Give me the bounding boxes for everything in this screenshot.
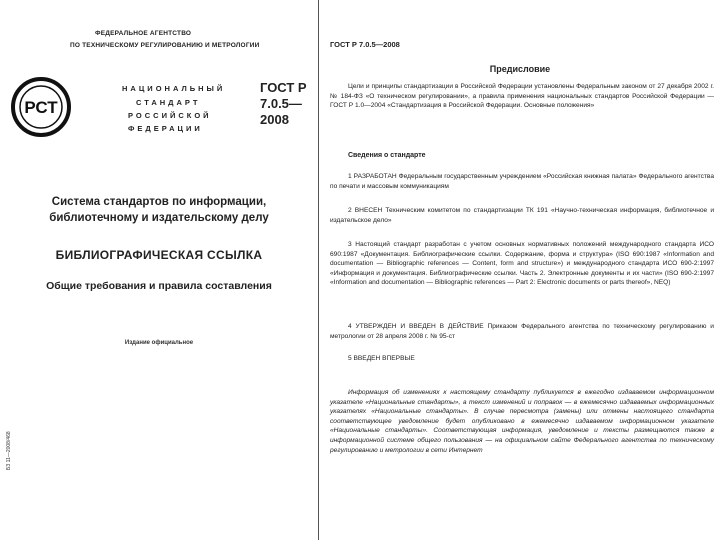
gost-line: 2008: [260, 112, 289, 127]
system-title-line2: библиотечному и издательскому делу: [49, 212, 269, 224]
agency-name-line1: ФЕДЕРАЛЬНОЕ АГЕНТСТВО: [95, 30, 192, 37]
gost-line: 7.0.5—: [260, 96, 302, 111]
gost-designation: [260, 80, 307, 128]
side-code: БЗ 11—2008/468: [6, 431, 12, 470]
gost-line: ГОСТ Р: [260, 80, 307, 95]
info-item-5: 5 ВВЕДЕН ВПЕРВЫЕ: [348, 355, 415, 362]
national-standard-line: НАЦИОНАЛЬНЫЙ: [122, 84, 226, 93]
title-page: [0, 0, 319, 540]
info-heading: Сведения о стандарте: [348, 152, 426, 159]
intro-paragraph: Цели и принципы стандартизации в Российской Федерации установлены Федеральным законом от 27 декабря 2002 г. № 184-ФЗ «О техническом регулировании», а правила применения национальных стандартов Российской Федерации — ГОСТ Р 1.0—2004 «Стандартизация в Российской Федерации. Основные положения»: [330, 83, 714, 110]
foreword-page: [320, 0, 720, 540]
info-item-2: 2 ВНЕСЕН Техническим комитетом по стандартизации ТК 191 «Научно-техническая информация, библиотечное и издательское дело»: [330, 207, 714, 224]
system-title-line1: Система стандартов по информации,: [51, 196, 267, 208]
national-standard-line: РОССИЙСКОЙ: [128, 111, 212, 120]
info-item-4: 4 УТВЕРЖДЕН И ВВЕДЕН В ДЕЙСТВИЕ Приказом Федерального агентства по техническому регулированию и метрологии от 28 апреля 2008 г. № 95-ст: [330, 323, 714, 340]
document-title: БИБЛИОГРАФИЧЕСКАЯ ССЫЛКА: [55, 248, 263, 262]
rst-logo-icon: [10, 76, 72, 138]
logo-text: РСТ: [24, 98, 58, 117]
info-item-1: 1 РАЗРАБОТАН Федеральным государственным учреждением «Российская книжная палата» Федерального агентства по печати и массовым коммуникациям: [330, 173, 714, 190]
national-standard-line: СТАНДАРТ: [136, 98, 201, 107]
official-edition-label: Издание официальное: [124, 340, 194, 346]
info-item-3: 3 Настоящий стандарт разработан с учетом основных нормативных положений международного стандарта ИСО 690:1987 «Документация. Библиографические ссылки. Содержание, форма и структура» (ISO 690:1987 «Information and documentation — Bibliographic references — Content, form and structure») и международного стандарта ИСО 690-2:1997 «Информация и документация. Библиографические ссылки. Часть 2. Электронные документы и их части» (ISO 690-2:1997 «Information and documentation — Bibliographic references — Part 2: Electronic documents or parts thereof», NEQ): [330, 241, 714, 287]
page-header: ГОСТ Р 7.0.5—2008: [330, 40, 400, 49]
national-standard-line: ФЕДЕРАЦИИ: [128, 124, 203, 133]
document-subtitle: Общие требования и правила составления: [46, 280, 272, 292]
agency-name-line2: ПО ТЕХНИЧЕСКОМУ РЕГУЛИРОВАНИЮ И МЕТРОЛОГИИ: [70, 42, 260, 49]
foreword-title: Предисловие: [489, 64, 551, 74]
notice-paragraph: Информация об изменениях к настоящему стандарту публикуется в ежегодно издаваемом информационном указателе «Национальные стандарты», а текст изменений и поправок — в ежемесячно издаваемых информационных указателях «Национальные стандарты». В случае пересмотра (замены) или отмены настоящего стандарта соответствующее уведомление будет опубликовано в ежемесячно издаваемом информационном указателе «Национальные стандарты». Соответствующая информация, уведомление и тексты размещаются также в информационной системе общего пользования — на официальном сайте Федерального агентства по техническому регулированию и метрологии в сети Интернет: [330, 389, 714, 454]
